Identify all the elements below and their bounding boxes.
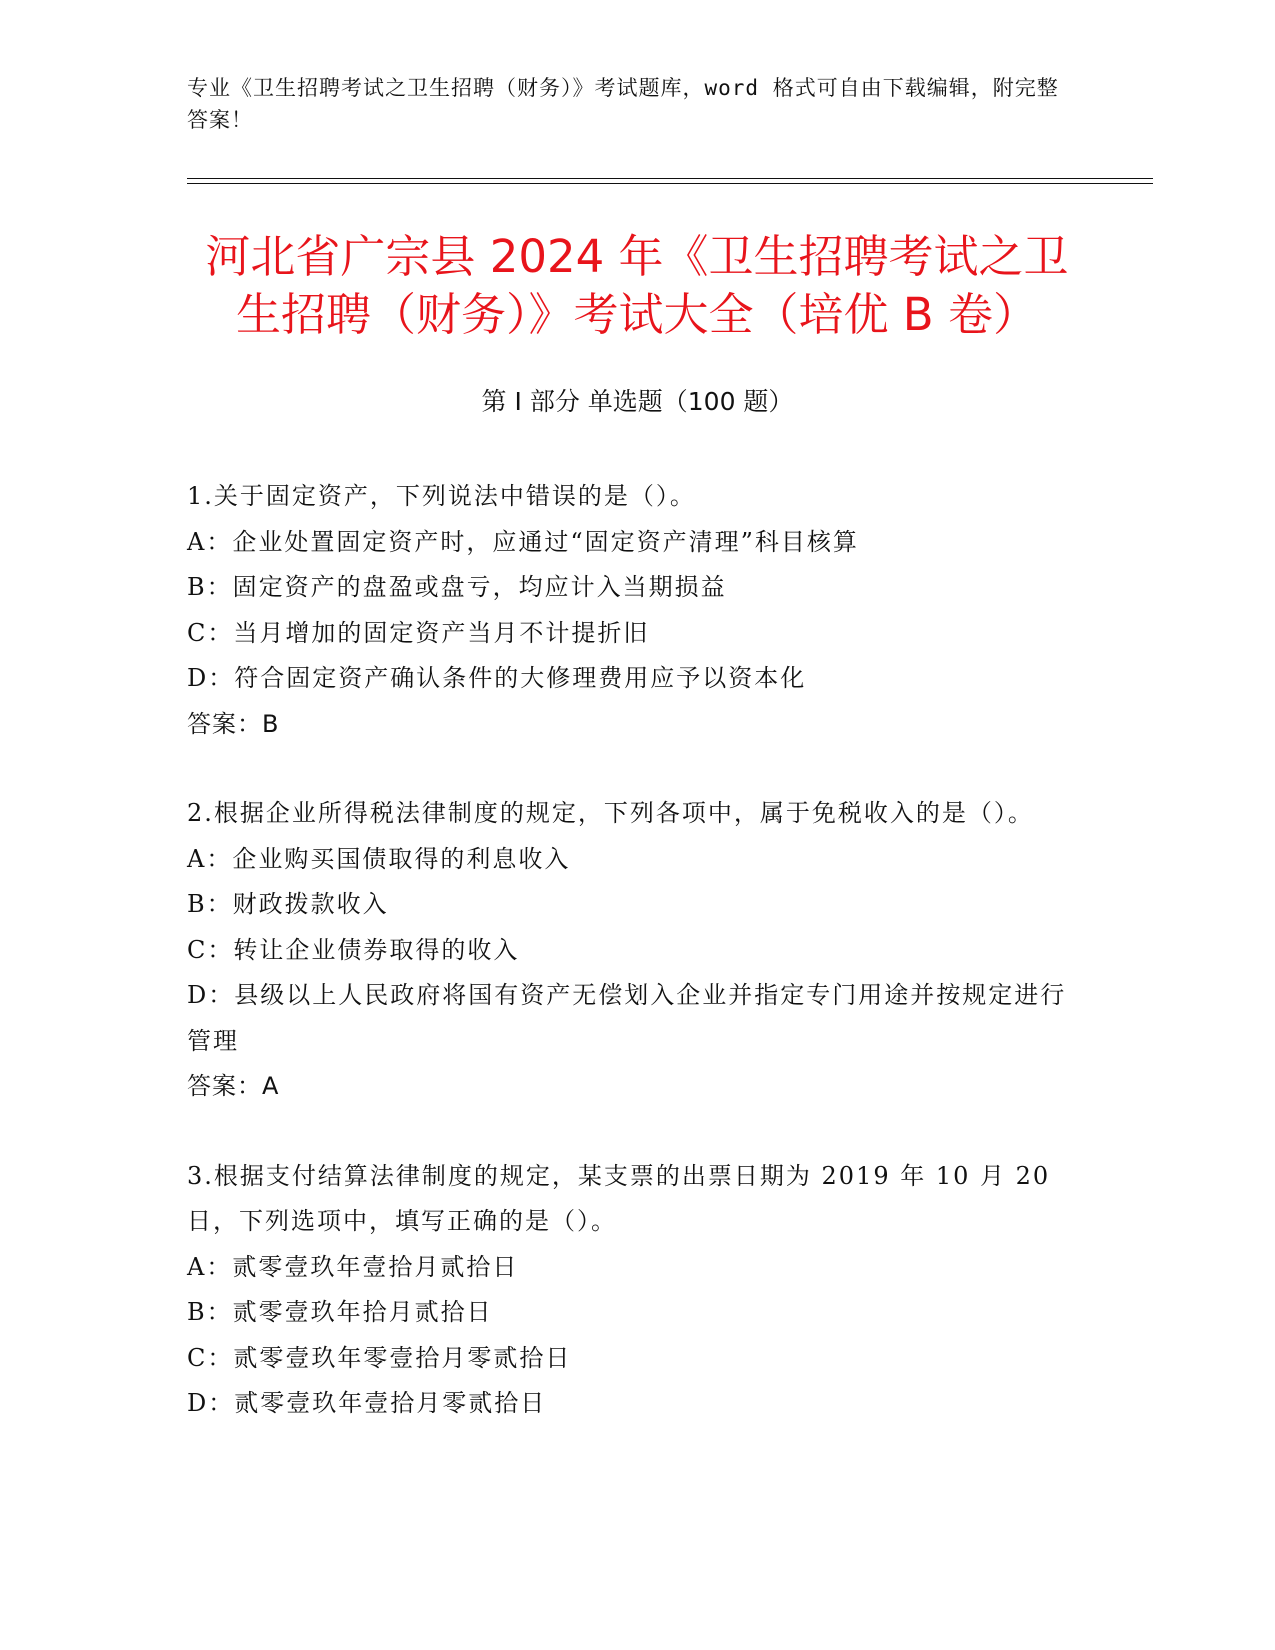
question-1 [187, 474, 1067, 747]
question-list [187, 474, 1067, 1471]
document-title: 河北省广宗县 2024 年《卫生招聘考试之卫生招聘（财务）》考试大全（培优 B 卷） [205, 230, 1069, 341]
option-d: D：贰零壹玖年壹拾月零贰拾日 [187, 1389, 547, 1417]
answer-line: 答案：B [187, 709, 280, 738]
option-c: C：当月增加的固定资产当月不计提折旧 [187, 618, 650, 647]
option-a: A：贰零壹玖年壹拾月贰拾日 [187, 1252, 519, 1281]
question-stem: 2.根据企业所得税法律制度的规定，下列各项中，属于免税收入的是（）。 [187, 799, 1034, 827]
question-3 [187, 1154, 1067, 1427]
option-c: C：贰零壹玖年零壹拾月零贰拾日 [187, 1343, 572, 1372]
option-b: B：固定资产的盘盈或盘亏，均应计入当期损益 [187, 573, 727, 601]
header-divider-bottom [187, 183, 1153, 184]
header-divider-top [187, 178, 1153, 179]
question-stem: 1.关于固定资产，下列说法中错误的是（）。 [187, 482, 696, 510]
section-heading: 第 I 部分 单选题（100 题） [481, 387, 794, 416]
answer-line: 答案：A [187, 1072, 280, 1100]
option-a: A：企业处置固定资产时，应通过“固定资产清理”科目核算 [187, 527, 859, 556]
question-2 [187, 791, 1067, 1110]
option-b: B：贰零壹玖年拾月贰拾日 [187, 1298, 493, 1326]
option-d: D：符合固定资产确认条件的大修理费用应予以资本化 [187, 664, 807, 692]
option-a: A：企业购买国债取得的利息收入 [187, 844, 571, 873]
option-d: D：县级以上人民政府将国有资产无偿划入企业并指定专门用途并按规定进行管理 [187, 981, 1067, 1055]
option-c: C：转让企业债券取得的收入 [187, 935, 520, 964]
header-note: 专业《卫生招聘考试之卫生招聘（财务）》考试题库，word 格式可自由下载编辑，附完整答案！ [187, 76, 1059, 132]
option-b: B：财政拨款收入 [187, 890, 389, 918]
question-stem: 3.根据支付结算法律制度的规定，某支票的出票日期为 2019 年 10 月 20 日，下列选项中，填写正确的是（）。 [187, 1161, 1051, 1235]
